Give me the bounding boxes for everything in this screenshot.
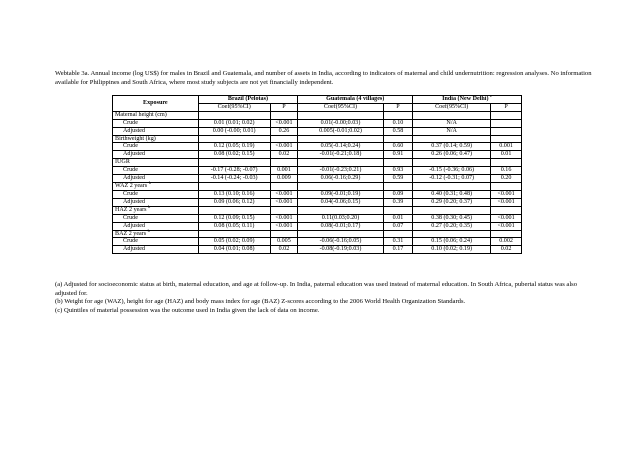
cell-in-coef: 0.26 (0.06; 0.47) xyxy=(413,151,491,159)
cell-gt-p: 0.91 xyxy=(383,151,413,159)
section-empty-cell xyxy=(270,230,298,238)
cell-br-p: <0.001 xyxy=(270,190,298,198)
cell-gt-coef: 0.08(-0.01;0.17) xyxy=(298,222,383,230)
cell-in-p: <0.001 xyxy=(491,190,522,198)
cell-in-coef: 0.38 (0.30; 0.45) xyxy=(413,214,491,222)
cell-gt-p: 0.58 xyxy=(383,127,413,135)
header-brazil: Brazil (Pelotas) xyxy=(198,96,298,104)
cell-in-coef: 0.15 (0.06; 0.24) xyxy=(413,238,491,246)
section-empty-cell xyxy=(413,159,491,167)
cell-br-p: 0.02 xyxy=(270,246,298,254)
table-row xyxy=(113,127,522,135)
cell-gt-p: 0.93 xyxy=(383,167,413,175)
table-body xyxy=(113,111,522,253)
subheader-brazil-coef: Coef(95%CI) xyxy=(198,103,270,111)
cell-br-coef: 0.00 (-0.00; 0.01) xyxy=(198,127,270,135)
cell-in-p xyxy=(491,127,522,135)
row-label: Crude xyxy=(113,167,199,175)
cell-gt-coef: 0.05(-0.14;0.24) xyxy=(298,143,383,151)
cell-in-p: 0.02 xyxy=(491,246,522,254)
section-empty-cell xyxy=(298,206,383,214)
cell-br-p: <0.001 xyxy=(270,143,298,151)
section-empty-cell xyxy=(383,111,413,119)
section-empty-cell xyxy=(413,206,491,214)
section-footnote-mark: b xyxy=(148,203,151,209)
cell-in-p: <0.001 xyxy=(491,222,522,230)
cell-in-p: 0.001 xyxy=(491,143,522,151)
section-empty-cell xyxy=(198,230,270,238)
cell-gt-p: 0.60 xyxy=(383,143,413,151)
cell-br-p: <0.001 xyxy=(270,222,298,230)
cell-in-coef: 0.40 (0.31; 0.48) xyxy=(413,190,491,198)
cell-br-p: 0.009 xyxy=(270,175,298,183)
footnote-a: (a) Adjusted for socioeconomic status at birth, maternal education, and age at follow-up. In India, paternal education was used instead of maternal education. In South Africa, pubertal status was also adjusted for. xyxy=(55,281,578,297)
section-empty-cell xyxy=(298,183,383,191)
section-row xyxy=(113,206,522,214)
table-row xyxy=(113,151,522,159)
cell-in-coef: 0.27 (0.20; 0.35) xyxy=(413,222,491,230)
cell-gt-coef: 0.005(-0.01;0.02) xyxy=(298,127,383,135)
section-empty-cell xyxy=(198,206,270,214)
cell-br-p: 0.26 xyxy=(270,127,298,135)
cell-in-coef: 0.10 (0.02; 0.19) xyxy=(413,246,491,254)
row-label: Adjusted xyxy=(113,127,199,135)
subheader-india-coef: Coef(95%CI) xyxy=(413,103,491,111)
section-empty-cell xyxy=(270,206,298,214)
section-row xyxy=(113,135,522,143)
table-row xyxy=(113,238,522,246)
cell-br-p: 0.005 xyxy=(270,238,298,246)
section-empty-cell xyxy=(491,135,522,143)
section-empty-cell xyxy=(491,111,522,119)
header-exposure: Exposure xyxy=(113,96,199,112)
row-label: Adjusted xyxy=(113,175,199,183)
table-header-row xyxy=(113,96,522,104)
cell-br-coef: 0.09 (0.06; 0.12) xyxy=(198,198,270,206)
cell-br-coef: 0.13 (0.10; 0.16) xyxy=(198,190,270,198)
cell-gt-p: 0.01 xyxy=(383,214,413,222)
footnote-b: (b) Weight for age (WAZ), height for age (HAZ) and body mass index for age (BAZ) Z-scores according to the 2006 World Health Organization Standards. xyxy=(55,298,466,305)
cell-gt-coef: -0.08(-0.19;0.03) xyxy=(298,246,383,254)
section-empty-cell xyxy=(413,111,491,119)
table-row xyxy=(113,198,522,206)
section-empty-cell xyxy=(270,159,298,167)
section-empty-cell xyxy=(383,230,413,238)
cell-br-coef: 0.01 (0.01; 0.02) xyxy=(198,119,270,127)
section-title-label: Birthweight (kg) xyxy=(115,135,156,142)
cell-br-coef: 0.12 (0.09; 0.15) xyxy=(198,214,270,222)
section-empty-cell xyxy=(298,111,383,119)
cell-gt-coef: -0.01(-0.21;0.18) xyxy=(298,151,383,159)
cell-in-coef: -0.15 (-0.36; 0.06) xyxy=(413,167,491,175)
cell-in-p: 0.01 xyxy=(491,151,522,159)
table-row xyxy=(113,119,522,127)
cell-gt-coef: 0.04(-0.06;0.15) xyxy=(298,198,383,206)
row-label: Adjusted xyxy=(113,222,199,230)
cell-br-p: <0.001 xyxy=(270,214,298,222)
section-empty-cell xyxy=(198,111,270,119)
row-label: Crude xyxy=(113,238,199,246)
section-empty-cell xyxy=(383,135,413,143)
cell-in-coef: N/A xyxy=(413,119,491,127)
section-footnote-mark: b xyxy=(148,180,151,185)
cell-br-p: <0.001 xyxy=(270,198,298,206)
section-title-label: HAZ 2 years xyxy=(115,206,147,213)
section-empty-cell xyxy=(198,183,270,191)
section-empty-cell xyxy=(491,183,522,191)
section-empty-cell xyxy=(491,206,522,214)
subheader-india-p: P xyxy=(491,103,522,111)
cell-gt-coef: 0.01(-0.00;0.03) xyxy=(298,119,383,127)
cell-br-p: 0.001 xyxy=(270,167,298,175)
section-title xyxy=(113,203,199,214)
cell-gt-p: 0.31 xyxy=(383,238,413,246)
section-row xyxy=(113,159,522,167)
section-empty-cell xyxy=(383,183,413,191)
section-empty-cell xyxy=(413,230,491,238)
section-empty-cell xyxy=(491,230,522,238)
section-empty-cell xyxy=(413,135,491,143)
section-row xyxy=(113,183,522,191)
cell-in-coef: N/A xyxy=(413,127,491,135)
cell-br-p: <0.001 xyxy=(270,119,298,127)
section-title-label: Maternal height (cm) xyxy=(115,111,167,118)
cell-in-p: <0.001 xyxy=(491,214,522,222)
cell-gt-coef: 0.09(-0.01;0.19) xyxy=(298,190,383,198)
cell-br-coef: -0.17 (-0.28; -0.07) xyxy=(198,167,270,175)
cell-gt-p: 0.10 xyxy=(383,119,413,127)
section-row xyxy=(113,111,522,119)
section-empty-cell xyxy=(491,159,522,167)
section-title xyxy=(113,227,199,238)
cell-in-p: <0.001 xyxy=(491,198,522,206)
section-title-label: IUGR xyxy=(115,159,130,166)
cell-br-coef: 0.04 (0.01; 0.08) xyxy=(198,246,270,254)
cell-br-coef: 0.08 (0.05; 0.11) xyxy=(198,222,270,230)
cell-gt-p: 0.17 xyxy=(383,246,413,254)
subheader-brazil-p: P xyxy=(270,103,298,111)
section-empty-cell xyxy=(298,135,383,143)
table-row xyxy=(113,143,522,151)
section-empty-cell xyxy=(198,135,270,143)
header-india-label: India (New Delhi) xyxy=(442,96,489,103)
section-footnote-mark: b xyxy=(147,227,150,233)
section-empty-cell xyxy=(298,230,383,238)
cell-gt-p: 0.39 xyxy=(383,198,413,206)
cell-br-coef: -0.14 (-0.24; -0.03) xyxy=(198,175,270,183)
section-title xyxy=(113,111,199,119)
cell-br-coef: 0.08 (0.02; 0.15) xyxy=(198,151,270,159)
header-india-footnote-mark: c xyxy=(490,93,493,98)
table-row xyxy=(113,175,522,183)
row-label: Crude xyxy=(113,190,199,198)
cell-br-coef: 0.05 (0.02; 0.09) xyxy=(198,238,270,246)
cell-gt-p: 0.09 xyxy=(383,190,413,198)
cell-in-coef: -0.12 (-0.31; 0.07) xyxy=(413,175,491,183)
table-row xyxy=(113,214,522,222)
row-label: Adjusted xyxy=(113,151,199,159)
row-label: Adjusted xyxy=(113,198,199,206)
table-row xyxy=(113,167,522,175)
section-empty-cell xyxy=(270,111,298,119)
section-row xyxy=(113,230,522,238)
header-india xyxy=(413,93,522,104)
section-title-label: WAZ 2 years xyxy=(115,183,148,190)
table-row xyxy=(113,246,522,254)
regression-table xyxy=(112,95,522,254)
section-title-label: BAZ 2 years xyxy=(115,230,147,237)
cell-in-coef: 0.37 (0.14; 0.59) xyxy=(413,143,491,151)
row-label: Crude xyxy=(113,143,199,151)
subheader-guatemala-p: P xyxy=(383,103,413,111)
subheader-guatemala-coef: Coef(95%CI) xyxy=(298,103,383,111)
section-empty-cell xyxy=(413,183,491,191)
section-title xyxy=(113,180,199,191)
section-empty-cell xyxy=(270,183,298,191)
cell-in-p: 0.16 xyxy=(491,167,522,175)
cell-gt-coef: -0.06(-0.16;0.05) xyxy=(298,238,383,246)
header-guatemala: Guatemala (4 villages) xyxy=(298,96,413,104)
row-label: Adjusted xyxy=(113,246,199,254)
section-empty-cell xyxy=(198,159,270,167)
footnotes xyxy=(55,281,595,315)
cell-in-p: 0.002 xyxy=(491,238,522,246)
cell-br-coef: 0.12 (0.05; 0.19) xyxy=(198,143,270,151)
section-empty-cell xyxy=(298,159,383,167)
cell-gt-p: 0.59 xyxy=(383,175,413,183)
section-title xyxy=(113,159,199,167)
cell-br-p: 0.02 xyxy=(270,151,298,159)
cell-in-p: 0.20 xyxy=(491,175,522,183)
cell-gt-p: 0.07 xyxy=(383,222,413,230)
section-empty-cell xyxy=(383,159,413,167)
table-caption: Webtable 3a. Annual income (log US$) for males in Brazil and Guatemala, and number of assets in India, according to indicators of maternal and child undernutrition: regression analyses. No information available for Philippines and South Africa, where most study subjects are not yet financially independent. xyxy=(55,70,592,86)
cell-in-coef: 0.29 (0.20; 0.37) xyxy=(413,198,491,206)
section-empty-cell xyxy=(383,206,413,214)
row-label: Crude xyxy=(113,119,199,127)
section-empty-cell xyxy=(270,135,298,143)
footnote-c: (c) Quintiles of material possession was the outcome used in India given the lack of data on income. xyxy=(55,306,320,314)
cell-in-p xyxy=(491,119,522,127)
table-row xyxy=(113,190,522,198)
section-title xyxy=(113,135,199,143)
table-row xyxy=(113,222,522,230)
row-label: Crude xyxy=(113,214,199,222)
cell-gt-coef: 0.06(-0.16;0.29) xyxy=(298,175,383,183)
cell-gt-coef: 0.11(0.03;0.20) xyxy=(298,214,383,222)
cell-gt-coef: -0.01(-0.23;0.21) xyxy=(298,167,383,175)
